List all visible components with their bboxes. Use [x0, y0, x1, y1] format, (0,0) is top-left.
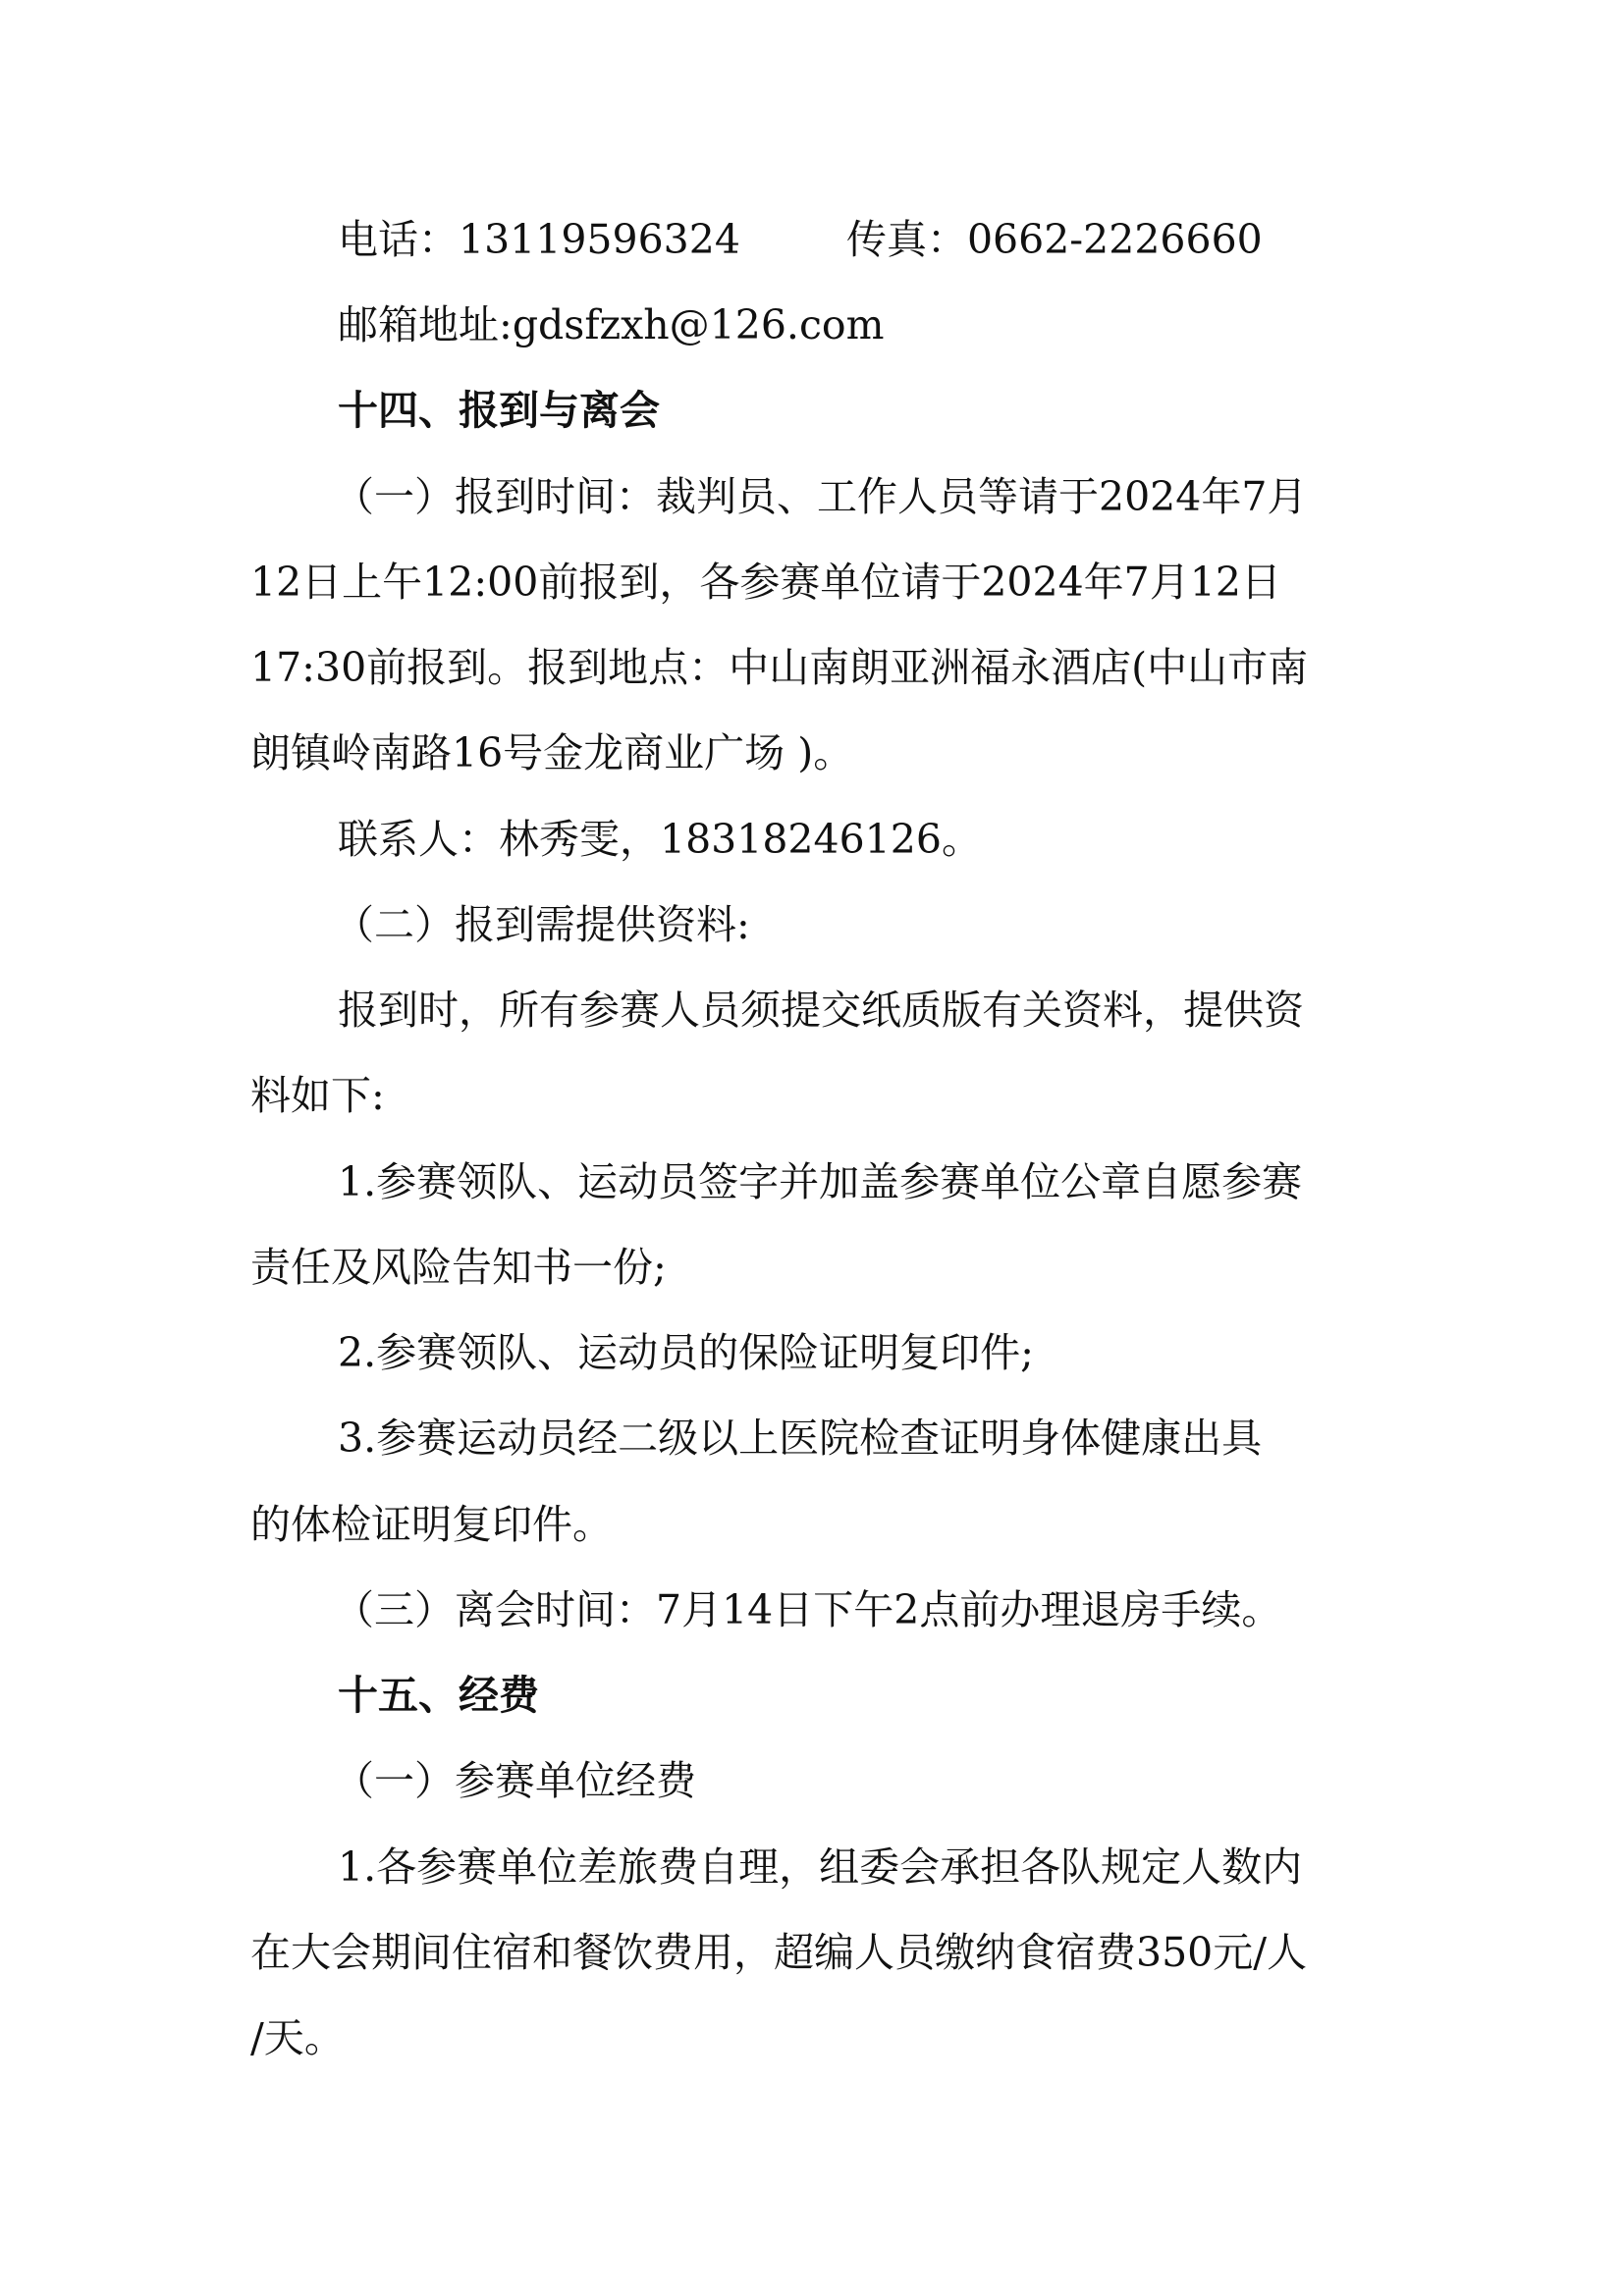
section-14-heading: 十四、报到与离会 — [338, 387, 660, 434]
materials-item-3-line-1: 3.参赛运动员经二级以上医院检查证明身体健康出具 — [338, 1415, 1263, 1462]
expense-item-1-line-2: 在大会期间住宿和餐饮费用，超编人员缴纳食宿费350元/人 — [250, 1929, 1308, 1976]
section-15-sub-1: （一）参赛单位经费 — [334, 1757, 696, 1804]
contact-line — [338, 214, 1263, 265]
contact-person-text: 联系人：林秀雯，18318246126。 — [338, 816, 982, 863]
materials-intro-line-1: 报到时，所有参赛人员须提交纸质版有关资料，提供资 — [338, 987, 1304, 1034]
registration-time-line-1: （一）报到时间：裁判员、工作人员等请于2024年7月 — [334, 473, 1308, 520]
registration-time-line-3: 17:30前报到。报到地点：中山南朗亚洲福永酒店(中山市南 — [250, 644, 1309, 691]
registration-time-line-2: 12日上午12:00前报到，各参赛单位请于2024年7月12日 — [250, 559, 1281, 606]
expense-item-1-line-1: 1.各参赛单位差旅费自理，组委会承担各队规定人数内 — [338, 1843, 1303, 1891]
email-text: 邮箱地址:gdsfzxh@126.com — [338, 301, 885, 348]
materials-item-3-line-2: 的体检证明复印件。 — [250, 1501, 613, 1548]
materials-item-1-line-2: 责任及风险告知书一份; — [250, 1244, 667, 1291]
materials-item-1-line-1: 1.参赛领队、运动员签字并加盖参赛单位公章自愿参赛 — [338, 1158, 1303, 1205]
registration-time-line-4: 朗镇岭南路16号金龙商业广场 )。 — [250, 729, 854, 776]
materials-intro-line-2: 料如下: — [250, 1072, 385, 1119]
phone-text: 电话：13119596324 — [338, 216, 740, 263]
departure-time-text: （三）离会时间：7月14日下午2点前办理退房手续。 — [334, 1586, 1282, 1633]
fax-text: 传真：0662-2226660 — [845, 216, 1263, 263]
expense-item-1-line-3: /天。 — [250, 2014, 345, 2061]
materials-item-2: 2.参赛领队、运动员的保险证明复印件; — [338, 1329, 1034, 1376]
materials-heading: （二）报到需提供资料: — [334, 901, 750, 948]
section-15-heading: 十五、经费 — [338, 1672, 539, 1719]
